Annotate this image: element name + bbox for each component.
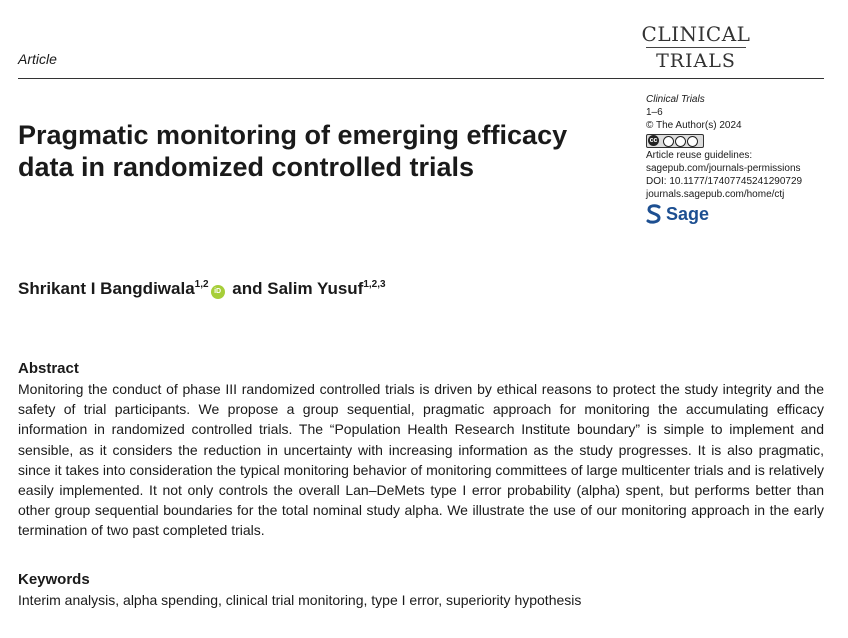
author-affiliation: 1,2,3 (363, 279, 386, 290)
orcid-icon[interactable]: iD (211, 285, 225, 299)
journal-logo-line1: CLINICAL (641, 22, 751, 46)
meta-copyright: © The Author(s) 2024 (646, 120, 742, 132)
article-meta-sidebar (646, 93, 836, 224)
header-divider (18, 78, 824, 79)
creative-commons-icon: cc (646, 134, 704, 148)
publisher-logo (646, 204, 836, 224)
author-name: Salim Yusuf (267, 279, 364, 298)
meta-pages: 1–6 (646, 107, 663, 119)
sage-s-icon (646, 204, 662, 224)
author-name: Shrikant I Bangdiwala (18, 279, 195, 298)
meta-reuse-label: Article reuse guidelines: (646, 149, 753, 161)
abstract-body: Monitoring the conduct of phase III randomized controlled trials is driven by ethical reasons to protect the study integrity and the safety of trial participants. We propose a group sequential, pragmatic approach for monitoring the accumulating efficacy information in randomized controlled trials. The “Population Health Research Institute boundary” is simple to implement and sensible, as it considers the reduction in uncertainty with increasing information as the study progresses. It is also pragmatic, since it takes into consideration the typical monitoring behavior of monitoring committees of large multicenter trials and is relatively easily implemented. It not only controls the overall Lan–DeMets type I error probability (alpha) spent, but performs better than other group sequential boundaries for the total nominal study alpha. We illustrate the use of our monitoring approach in the early termination of two past completed trials. (18, 381, 824, 539)
article-type-label: Article (18, 51, 57, 67)
publisher-name: Sage (666, 203, 710, 224)
journal-logo-line2: TRIALS (656, 50, 736, 72)
journal-logo (636, 22, 756, 72)
keywords-heading: Keywords (18, 571, 90, 588)
meta-journal-link[interactable]: journals.sagepub.com/home/ctj (646, 189, 785, 201)
meta-reuse-link[interactable]: sagepub.com/journals-permissions (646, 162, 801, 174)
keywords-list: Interim analysis, alpha spending, clinical trial monitoring, type I error, superiority hypothesis (18, 592, 582, 608)
article-title: Pragmatic monitoring of emerging efficacy data in randomized controlled trials (18, 120, 568, 182)
author-connector: and (232, 279, 263, 298)
meta-doi[interactable]: DOI: 10.1177/17407745241290729 (646, 176, 803, 188)
journal-logo-rule (646, 47, 746, 48)
meta-journal-name: Clinical Trials (646, 94, 705, 105)
author-affiliation: 1,2 (194, 279, 209, 290)
abstract-heading: Abstract (18, 360, 79, 377)
author-list (18, 279, 386, 299)
